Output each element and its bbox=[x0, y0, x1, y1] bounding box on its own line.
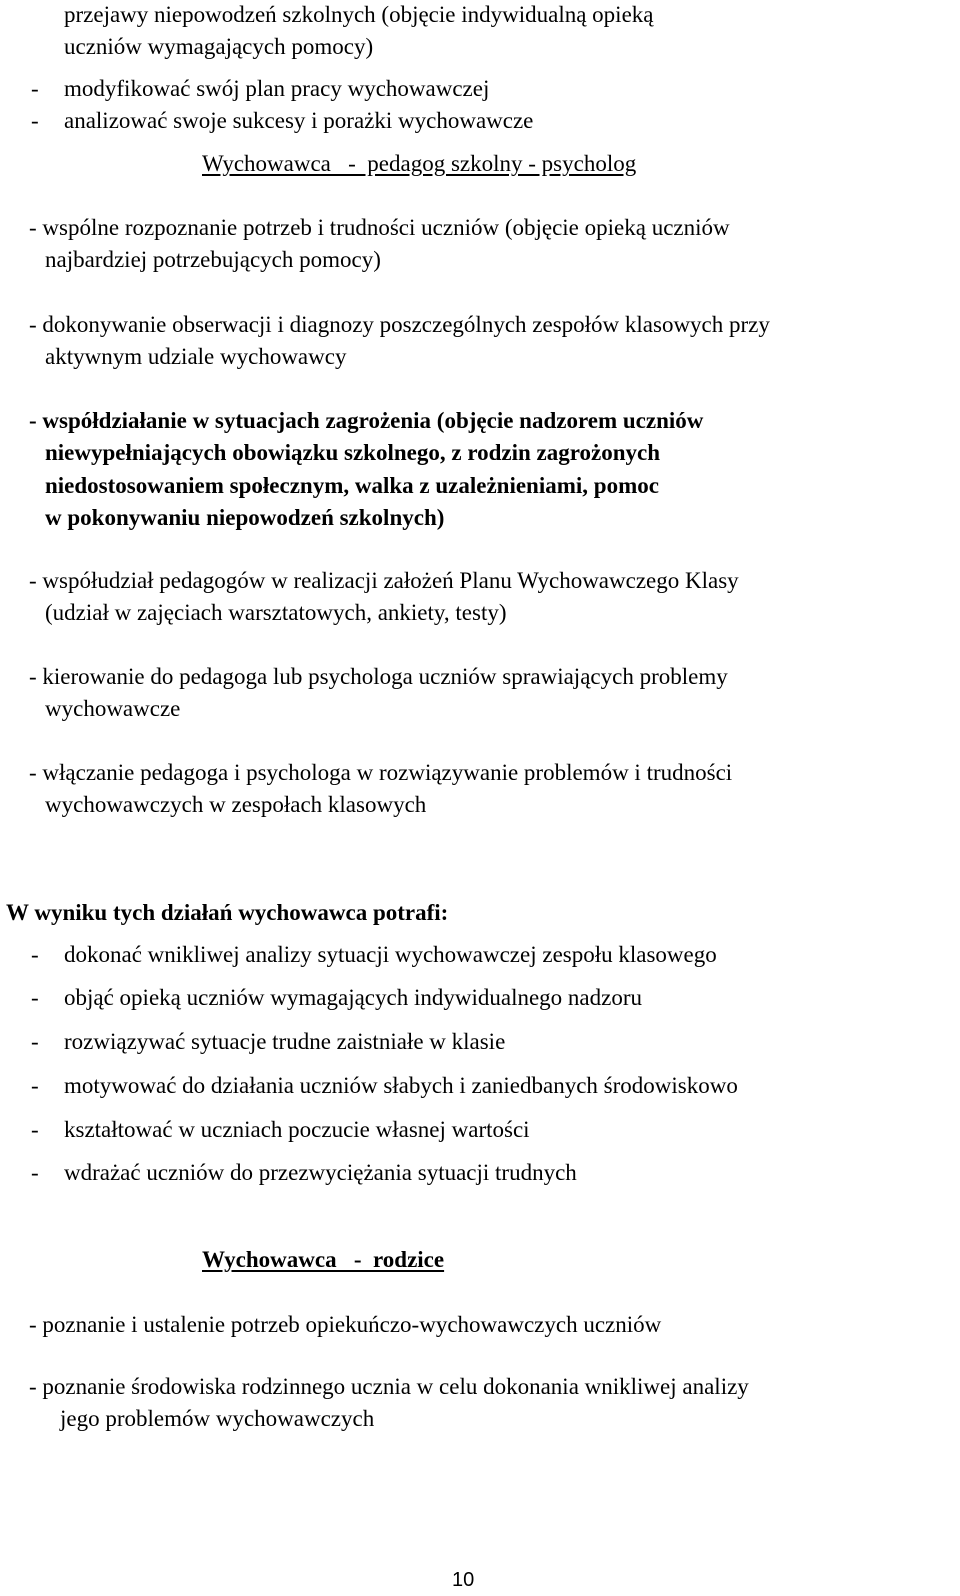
rodzice-item-1: - poznanie i ustalenie potrzeb opiekuńczo-wychowawczych uczniów bbox=[29, 1312, 662, 1337]
list-item-dash: - bbox=[31, 942, 39, 967]
list-item-dash: - bbox=[31, 1117, 39, 1142]
pedagog-item-3-line-4: w pokonywaniu niepowodzeń szkolnych) bbox=[45, 505, 445, 530]
pedagog-item-5-line-2: wychowawcze bbox=[45, 696, 181, 721]
list-item: modyfikować swój plan pracy wychowawczej bbox=[64, 76, 490, 101]
pedagog-item-4-line-1: - współudział pedagogów w realizacji założeń Planu Wychowawczego Klasy bbox=[29, 568, 739, 593]
list-item-dash: - bbox=[31, 108, 39, 133]
pedagog-item-3-line-1: - współdziałanie w sytuacjach zagrożenia (objęcie nadzorem uczniów bbox=[29, 408, 704, 433]
outcomes-heading: W wyniku tych działań wychowawca potrafi: bbox=[6, 900, 449, 925]
list-item: analizować swoje sukcesy i porażki wychowawcze bbox=[64, 108, 534, 133]
pedagog-item-4-line-2: (udział w zajęciach warsztatowych, ankiety, testy) bbox=[45, 600, 507, 625]
list-item-dash: - bbox=[31, 76, 39, 101]
list-item-dash: - bbox=[31, 985, 39, 1010]
continuation-line-2: uczniów wymagających pomocy) bbox=[64, 34, 374, 59]
list-item-dash: - bbox=[31, 1160, 39, 1185]
outcome-item: dokonać wnikliwej analizy sytuacji wychowawczej zespołu klasowego bbox=[64, 942, 717, 967]
outcome-item: objąć opieką uczniów wymagających indywidualnego nadzoru bbox=[64, 985, 642, 1010]
list-item-dash: - bbox=[31, 1073, 39, 1098]
pedagog-item-3-line-3: niedostosowaniem społecznym, walka z uzależnieniami, pomoc bbox=[45, 473, 659, 498]
continuation-line-1: przejawy niepowodzeń szkolnych (objęcie indywidualną opieką bbox=[64, 2, 654, 27]
pedagog-item-6-line-2: wychowawczych w zespołach klasowych bbox=[45, 792, 427, 817]
pedagog-item-5-line-1: - kierowanie do pedagoga lub psychologa uczniów sprawiających problemy bbox=[29, 664, 728, 689]
outcome-item: motywować do działania uczniów słabych i zaniedbanych środowiskowo bbox=[64, 1073, 738, 1098]
outcome-item: kształtować w uczniach poczucie własnej wartości bbox=[64, 1117, 530, 1142]
page-number: 10 bbox=[452, 1569, 475, 1591]
pedagog-item-6-line-1: - włączanie pedagoga i psychologa w rozwiązywanie problemów i trudności bbox=[29, 760, 733, 785]
pedagog-item-2-line-1: - dokonywanie obserwacji i diagnozy poszczególnych zespołów klasowych przy bbox=[29, 312, 770, 337]
pedagog-item-3-line-2: niewypełniających obowiązku szkolnego, z rodzin zagrożonych bbox=[45, 440, 661, 465]
outcome-item: wdrażać uczniów do przezwyciężania sytuacji trudnych bbox=[64, 1160, 577, 1185]
outcome-item: rozwiązywać sytuacje trudne zaistniałe w klasie bbox=[64, 1029, 506, 1054]
section-heading-pedagog: Wychowawca - pedagog szkolny - psycholog bbox=[202, 151, 637, 176]
rodzice-item-2-line-1: - poznanie środowiska rodzinnego ucznia w celu dokonania wnikliwej analizy bbox=[29, 1374, 749, 1399]
rodzice-item-2-line-2: jego problemów wychowawczych bbox=[60, 1406, 375, 1431]
list-item-dash: - bbox=[31, 1029, 39, 1054]
pedagog-item-1-line-1: - wspólne rozpoznanie potrzeb i trudności uczniów (objęcie opieką uczniów bbox=[29, 215, 730, 240]
pedagog-item-2-line-2: aktywnym udziale wychowawcy bbox=[45, 344, 347, 369]
pedagog-item-1-line-2: najbardziej potrzebujących pomocy) bbox=[45, 247, 381, 272]
section-heading-rodzice: Wychowawca - rodzice bbox=[202, 1247, 445, 1272]
